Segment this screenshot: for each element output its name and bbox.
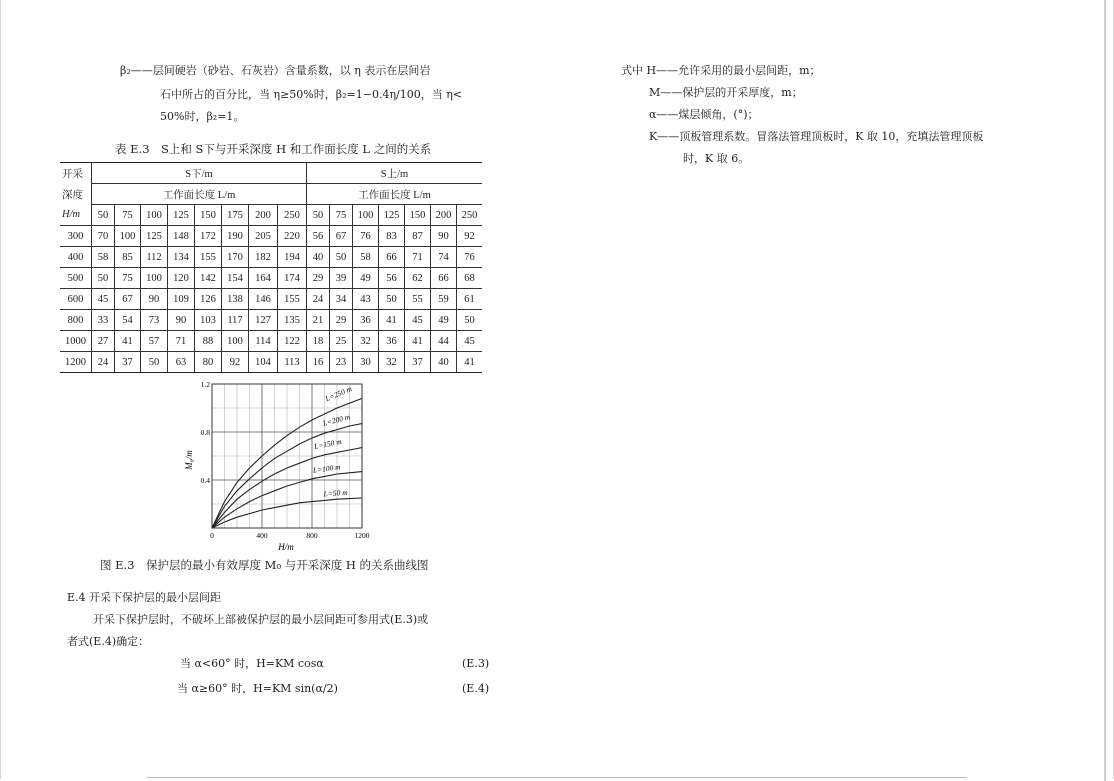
lower-value-cell: 75 (115, 268, 141, 289)
upper-value-cell: 55 (405, 289, 431, 310)
upper-value-cell: 87 (405, 226, 431, 247)
length-cell: 50 (307, 205, 330, 226)
chart-grid (212, 384, 362, 528)
upper-value-cell: 34 (330, 289, 353, 310)
lower-value-cell: 50 (141, 352, 168, 373)
page-bottom-rule (147, 777, 967, 778)
lower-value-cell: 220 (278, 226, 307, 247)
length-cell: 200 (431, 205, 457, 226)
lower-value-cell: 170 (222, 247, 249, 268)
upper-value-cell: 45 (405, 310, 431, 331)
length-cell: 75 (330, 205, 353, 226)
length-cell: 175 (222, 205, 249, 226)
upper-value-cell: 66 (431, 268, 457, 289)
lower-value-cell: 127 (249, 310, 278, 331)
upper-value-cell: 49 (353, 268, 379, 289)
formula-e4: 当 α≥60° 时，H=KM sin(α/2) (177, 682, 338, 695)
thickness-depth-chart (180, 376, 390, 554)
lower-value-cell: 63 (168, 352, 195, 373)
table-row (60, 247, 482, 268)
lower-value-cell: 90 (168, 310, 195, 331)
upper-value-cell: 74 (431, 247, 457, 268)
face-length-header-lower: 工作面长度 L/m (92, 184, 307, 205)
upper-value-cell: 23 (330, 352, 353, 373)
lower-value-cell: 71 (168, 331, 195, 352)
lower-value-cell: 135 (278, 310, 307, 331)
x-tick-label: 400 (256, 531, 268, 540)
table-row (60, 352, 482, 373)
lower-value-cell: 80 (195, 352, 222, 373)
relation-table (60, 162, 482, 373)
upper-value-cell: 25 (330, 331, 353, 352)
lower-value-cell: 122 (278, 331, 307, 352)
lower-value-cell: 50 (92, 268, 115, 289)
section-body-line-2: 者式(E.4)确定： (67, 635, 150, 648)
depth-cell: 400 (60, 247, 92, 268)
x-tick-label: 0 (210, 531, 214, 540)
lower-value-cell: 24 (92, 352, 115, 373)
length-cell: 150 (195, 205, 222, 226)
lower-value-cell: 194 (278, 247, 307, 268)
y-axis-label: M₀/m (184, 450, 194, 470)
table-row (60, 226, 482, 247)
lower-value-cell: 37 (115, 352, 141, 373)
upper-value-cell: 36 (379, 331, 405, 352)
upper-value-cell: 29 (330, 310, 353, 331)
upper-value-cell: 76 (353, 226, 379, 247)
row-header-1: 开采 (60, 163, 92, 184)
upper-value-cell: 50 (379, 289, 405, 310)
lower-value-cell: 182 (249, 247, 278, 268)
upper-value-cell: 67 (330, 226, 353, 247)
upper-value-cell: 76 (457, 247, 483, 268)
beta-definition-line-2: 石中所占的百分比，当 η≥50%时，β₂=1−0.4η/100，当 η< (160, 88, 463, 101)
lower-value-cell: 27 (92, 331, 115, 352)
lower-value-cell: 134 (168, 247, 195, 268)
y-tick-label: 0.4 (200, 476, 210, 485)
lower-value-cell: 103 (195, 310, 222, 331)
table-row (60, 268, 482, 289)
length-cell: 50 (92, 205, 115, 226)
upper-value-cell: 29 (307, 268, 330, 289)
symbol-K-definition: K——顶板管理系数。冒落法管理顶板时，K 取 10，充填法管理顶板 (649, 130, 984, 143)
lower-value-cell: 126 (195, 289, 222, 310)
upper-value-cell: 44 (431, 331, 457, 352)
lower-value-cell: 125 (141, 226, 168, 247)
upper-value-cell: 59 (431, 289, 457, 310)
upper-value-cell: 39 (330, 268, 353, 289)
upper-value-cell: 41 (405, 331, 431, 352)
row-header-2: 深度 (62, 189, 83, 201)
lower-value-cell: 41 (115, 331, 141, 352)
upper-value-cell: 71 (405, 247, 431, 268)
upper-value-cell: 62 (405, 268, 431, 289)
series-label: L=100 m (312, 462, 342, 475)
lower-value-cell: 88 (195, 331, 222, 352)
lower-value-cell: 45 (92, 289, 115, 310)
table-row (60, 331, 482, 352)
length-cell: 100 (353, 205, 379, 226)
lower-value-cell: 73 (141, 310, 168, 331)
upper-value-cell: 18 (307, 331, 330, 352)
upper-value-cell: 56 (379, 268, 405, 289)
upper-value-cell: 16 (307, 352, 330, 373)
upper-value-cell: 58 (353, 247, 379, 268)
lower-value-cell: 117 (222, 310, 249, 331)
page-edge (1104, 0, 1106, 781)
group-header-upper: S上/m (307, 163, 483, 184)
table-body (60, 226, 482, 373)
depth-cell: 600 (60, 289, 92, 310)
length-cell: 250 (457, 205, 483, 226)
length-cell: 75 (115, 205, 141, 226)
upper-value-cell: 30 (353, 352, 379, 373)
upper-value-cell: 90 (431, 226, 457, 247)
symbol-alpha-definition: α——煤层倾角，(°)； (649, 108, 759, 121)
lower-value-cell: 120 (168, 268, 195, 289)
series-label: L=150 m (313, 436, 343, 452)
depth-cell: 300 (60, 226, 92, 247)
lower-value-cell: 164 (249, 268, 278, 289)
lower-value-cell: 113 (278, 352, 307, 373)
depth-cell: 1000 (60, 331, 92, 352)
upper-value-cell: 37 (405, 352, 431, 373)
formula-e3: 当 α<60° 时，H=KM cosα (180, 657, 324, 670)
lower-value-cell: 67 (115, 289, 141, 310)
lower-value-cell: 174 (278, 268, 307, 289)
section-body-line-1: 开采下保护层时，不破坏上部被保护层的最小层间距可参用式(E.3)或 (93, 613, 429, 626)
lower-value-cell: 92 (222, 352, 249, 373)
symbol-M-definition: M——保护层的开采厚度，m； (649, 86, 803, 99)
length-cell: 200 (249, 205, 278, 226)
beta-definition-line-3: 50%时，β₂=1。 (160, 110, 245, 123)
figure-caption: 图 E.3 保护层的最小有效厚度 M₀ 与开采深度 H 的关系曲线图 (100, 558, 429, 572)
series-label: L=50 m (323, 487, 348, 499)
table-caption: 表 E.3 S上和 S下与开采深度 H 和工作面长度 L 之间的关系 (115, 142, 432, 156)
lower-value-cell: 138 (222, 289, 249, 310)
y-tick-label: 0.8 (200, 428, 210, 437)
upper-value-cell: 61 (457, 289, 483, 310)
upper-value-cell: 40 (307, 247, 330, 268)
lower-value-cell: 58 (92, 247, 115, 268)
upper-value-cell: 68 (457, 268, 483, 289)
face-length-header-upper: 工作面长度 L/m (307, 184, 483, 205)
lower-value-cell: 33 (92, 310, 115, 331)
upper-value-cell: 83 (379, 226, 405, 247)
upper-value-cell: 40 (431, 352, 457, 373)
lower-value-cell: 148 (168, 226, 195, 247)
table-row (60, 310, 482, 331)
lower-value-cell: 70 (92, 226, 115, 247)
lower-value-cell: 85 (115, 247, 141, 268)
depth-cell: 800 (60, 310, 92, 331)
upper-value-cell: 43 (353, 289, 379, 310)
section-title: E.4 开采下保护层的最小层间距 (67, 591, 222, 604)
length-cell: 250 (278, 205, 307, 226)
lower-value-cell: 155 (278, 289, 307, 310)
lower-value-cell: 205 (249, 226, 278, 247)
x-axis-label: H/m (278, 542, 294, 552)
formula-e3-number: (E.3) (462, 657, 490, 670)
upper-value-cell: 21 (307, 310, 330, 331)
x-tick-label: 1200 (354, 531, 370, 540)
lower-value-cell: 57 (141, 331, 168, 352)
upper-value-cell: 92 (457, 226, 483, 247)
lower-value-cell: 190 (222, 226, 249, 247)
lower-value-cell: 54 (115, 310, 141, 331)
length-cell: 125 (379, 205, 405, 226)
lower-value-cell: 172 (195, 226, 222, 247)
upper-value-cell: 50 (330, 247, 353, 268)
lower-value-cell: 109 (168, 289, 195, 310)
depth-cell: 1200 (60, 352, 92, 373)
row-header-3: H/m (60, 205, 92, 226)
lower-value-cell: 114 (249, 331, 278, 352)
lower-value-cell: 155 (195, 247, 222, 268)
upper-value-cell: 32 (353, 331, 379, 352)
y-tick-label: 1.2 (200, 380, 210, 389)
upper-value-cell: 66 (379, 247, 405, 268)
series-label: L=200 m (321, 412, 351, 428)
formula-e4-number: (E.4) (462, 682, 490, 695)
group-header-lower: S下/m (92, 163, 307, 184)
lower-value-cell: 100 (141, 268, 168, 289)
upper-value-cell: 49 (431, 310, 457, 331)
upper-value-cell: 32 (379, 352, 405, 373)
length-cell: 150 (405, 205, 431, 226)
lower-value-cell: 100 (115, 226, 141, 247)
length-cell: 125 (168, 205, 195, 226)
length-cell: 100 (141, 205, 168, 226)
depth-cell: 500 (60, 268, 92, 289)
lower-value-cell: 142 (195, 268, 222, 289)
lower-value-cell: 146 (249, 289, 278, 310)
upper-value-cell: 56 (307, 226, 330, 247)
lower-value-cell: 112 (141, 247, 168, 268)
upper-value-cell: 45 (457, 331, 483, 352)
series-label: L=250 m (323, 384, 354, 404)
lower-value-cell: 104 (249, 352, 278, 373)
upper-value-cell: 36 (353, 310, 379, 331)
lower-value-cell: 100 (222, 331, 249, 352)
upper-value-cell: 41 (379, 310, 405, 331)
table-row (60, 289, 482, 310)
beta-definition-line-1: β₂——层间硬岩（砂岩、石灰岩）含量系数，以 η 表示在层间岩 (120, 64, 431, 77)
lower-value-cell: 154 (222, 268, 249, 289)
symbol-K-definition-cont: 时，K 取 6。 (683, 152, 750, 165)
upper-value-cell: 41 (457, 352, 483, 373)
upper-value-cell: 24 (307, 289, 330, 310)
lower-value-cell: 90 (141, 289, 168, 310)
symbol-H-definition: 式中 H——允许采用的最小层间距，m； (621, 64, 821, 77)
x-tick-label: 800 (306, 531, 318, 540)
upper-value-cell: 50 (457, 310, 483, 331)
